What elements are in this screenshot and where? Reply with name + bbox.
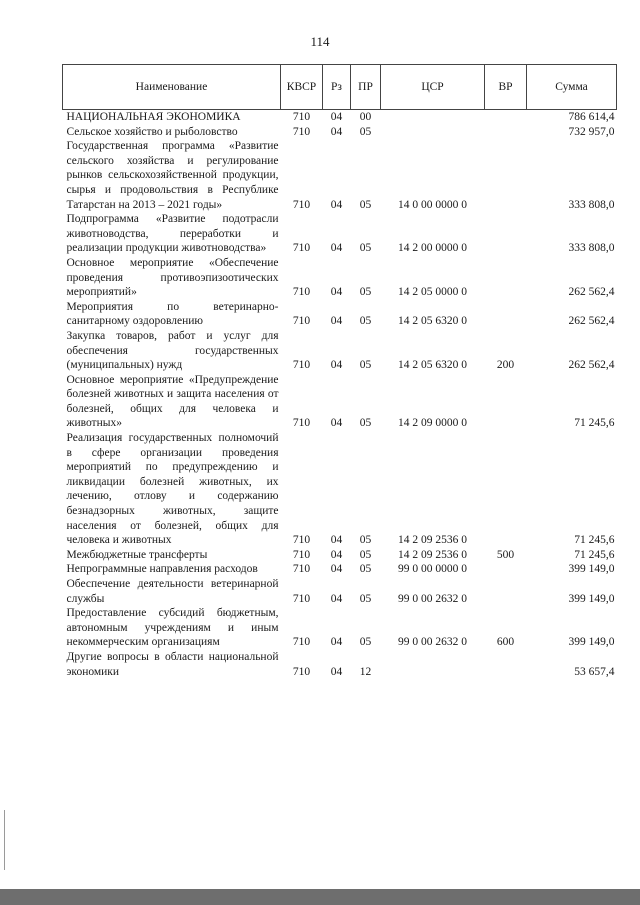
row-vr (485, 577, 527, 606)
row-vr (485, 139, 527, 212)
table-row (63, 212, 617, 256)
row-kvsr: 710 (292, 111, 311, 123)
row-vr: 600 (496, 636, 515, 649)
row-csr: 14 2 05 6320 0 (398, 315, 467, 328)
row-sum: 399 149,0 (568, 592, 615, 605)
row-csr: 14 2 09 2536 0 (398, 534, 467, 547)
row-rz: 04 (330, 563, 343, 576)
header-kvsr: КВСР (281, 65, 323, 110)
table-row (63, 431, 617, 548)
row-kvsr: 710 (292, 198, 311, 211)
row-pr: 05 (359, 548, 372, 561)
row-kvsr: 710 (292, 286, 311, 299)
table-row (63, 650, 617, 679)
table-row (63, 110, 617, 125)
row-sum: 262 562,4 (568, 315, 615, 328)
row-csr (381, 650, 485, 679)
row-csr: 99 0 00 2632 0 (398, 592, 467, 605)
table-row (63, 373, 617, 431)
table-row (63, 562, 617, 577)
header-csr: ЦСР (381, 65, 485, 110)
row-csr: 14 0 00 0000 0 (398, 198, 467, 211)
row-name: Основное мероприятие «Обеспечение проведения противоэпизоотических мероприятий» (66, 256, 279, 299)
row-kvsr: 710 (292, 665, 311, 678)
row-sum: 71 245,6 (574, 548, 615, 561)
row-rz: 04 (330, 534, 343, 547)
row-vr (485, 300, 527, 329)
row-pr: 05 (359, 534, 372, 547)
row-sum: 71 245,6 (574, 534, 615, 547)
row-kvsr: 710 (292, 315, 311, 328)
table-header-row (63, 65, 617, 110)
row-vr (485, 373, 527, 431)
row-pr: 05 (359, 417, 372, 430)
row-csr: 14 2 09 2536 0 (398, 548, 467, 561)
row-name: Обеспечение деятельности ветеринарной службы (66, 578, 279, 605)
row-rz: 04 (330, 242, 343, 255)
row-pr: 05 (359, 592, 372, 605)
row-rz: 04 (330, 636, 343, 649)
row-name: Основное мероприятие «Предупреждение болезней животных и защита населения от болезней, общих для человека и животных» (66, 373, 279, 430)
row-kvsr: 710 (292, 563, 311, 576)
row-pr: 05 (359, 359, 372, 372)
row-pr: 05 (359, 636, 372, 649)
row-vr (485, 650, 527, 679)
row-name: Закупка товаров, работ и услуг для обеспечения государственных (муниципальных) нужд (66, 329, 279, 372)
row-vr (485, 212, 527, 256)
row-rz: 04 (330, 125, 343, 138)
row-name: Сельское хозяйство и рыболовство (66, 125, 238, 138)
row-name: Межбюджетные трансферты (66, 548, 208, 561)
row-vr (485, 431, 527, 548)
row-sum: 53 657,4 (574, 665, 615, 678)
table-row (63, 256, 617, 300)
table-row (63, 139, 617, 212)
row-rz: 04 (330, 548, 343, 561)
row-csr (381, 125, 485, 140)
row-rz: 04 (330, 592, 343, 605)
row-rz: 04 (330, 111, 343, 123)
row-rz: 04 (330, 359, 343, 372)
header-name: Наименование (63, 65, 281, 110)
row-sum: 399 149,0 (568, 636, 615, 649)
row-vr (485, 256, 527, 300)
row-name: Другие вопросы в области национальной экономики (66, 650, 279, 678)
row-name: НАЦИОНАЛЬНАЯ ЭКОНОМИКА (66, 111, 241, 123)
row-rz: 04 (330, 286, 343, 299)
row-sum: 786 614,4 (568, 111, 615, 123)
row-vr (485, 562, 527, 577)
scan-bottom-band (0, 889, 640, 905)
row-sum: 732 957,0 (568, 125, 615, 138)
row-csr (381, 110, 485, 125)
row-sum: 333 808,0 (568, 198, 615, 211)
table-row (63, 329, 617, 373)
row-csr: 14 2 00 0000 0 (398, 242, 467, 255)
row-kvsr: 710 (292, 548, 311, 561)
header-rz: Рз (323, 65, 351, 110)
budget-table (62, 64, 617, 679)
row-name: Непрограммные направления расходов (66, 563, 258, 576)
row-kvsr: 710 (292, 534, 311, 547)
row-csr: 14 2 05 6320 0 (398, 359, 467, 372)
row-name: Мероприятия по ветеринарно-санитарному оздоровлению (66, 300, 279, 328)
row-kvsr: 710 (292, 125, 311, 138)
row-pr: 00 (359, 111, 372, 123)
row-csr: 99 0 00 2632 0 (398, 636, 467, 649)
table-row (63, 300, 617, 329)
row-csr: 14 2 05 0000 0 (398, 286, 467, 299)
row-kvsr: 710 (292, 417, 311, 430)
header-sum: Сумма (527, 65, 617, 110)
row-kvsr: 710 (292, 242, 311, 255)
row-pr: 05 (359, 125, 372, 138)
table-row (63, 606, 617, 650)
row-name: Подпрограмма «Развитие подотрасли животноводства, переработки и реализации продукции животноводства» (66, 213, 279, 255)
row-sum: 333 808,0 (568, 242, 615, 255)
header-vr: ВР (485, 65, 527, 110)
row-name: Государственная программа «Развитие сельского хозяйства и регулирование рынков сельскохозяйственной продукции, сырья и продовольствия в Республике Татарстан на 2013 – 2021 годы» (66, 140, 279, 211)
row-name: Предоставление субсидий бюджетным, автономным учреждениям и иным некоммерческим организациям (66, 607, 279, 649)
header-pr: ПР (351, 65, 381, 110)
row-pr: 05 (359, 315, 372, 328)
row-vr: 200 (496, 359, 515, 372)
row-vr (485, 125, 527, 140)
page-number: 114 (310, 34, 330, 49)
row-vr: 500 (496, 548, 515, 561)
table-row (63, 577, 617, 606)
row-csr: 14 2 09 0000 0 (398, 417, 467, 430)
row-rz: 04 (330, 417, 343, 430)
row-pr: 05 (359, 198, 372, 211)
row-sum: 262 562,4 (568, 359, 615, 372)
row-rz: 04 (330, 665, 343, 678)
row-rz: 04 (330, 198, 343, 211)
row-pr: 12 (359, 665, 372, 678)
row-kvsr: 710 (292, 636, 311, 649)
row-kvsr: 710 (292, 592, 311, 605)
row-sum: 399 149,0 (568, 563, 615, 576)
row-csr: 99 0 00 0000 0 (398, 563, 467, 576)
row-pr: 05 (359, 286, 372, 299)
row-kvsr: 710 (292, 359, 311, 372)
table-row (63, 125, 617, 140)
row-name: Реализация государственных полномочий в сфере организации проведения мероприятий по предупреждению и ликвидации болезней животных, их лечению, отлову и содержанию безнадзорных животных, защите населения от болезней, общих для человека и животных (66, 432, 279, 547)
row-vr (485, 110, 527, 125)
row-pr: 05 (359, 563, 372, 576)
row-sum: 262 562,4 (568, 286, 615, 299)
table-row (63, 548, 617, 563)
row-sum: 71 245,6 (574, 417, 615, 430)
row-rz: 04 (330, 315, 343, 328)
row-pr: 05 (359, 242, 372, 255)
scan-edge-line (4, 810, 5, 870)
